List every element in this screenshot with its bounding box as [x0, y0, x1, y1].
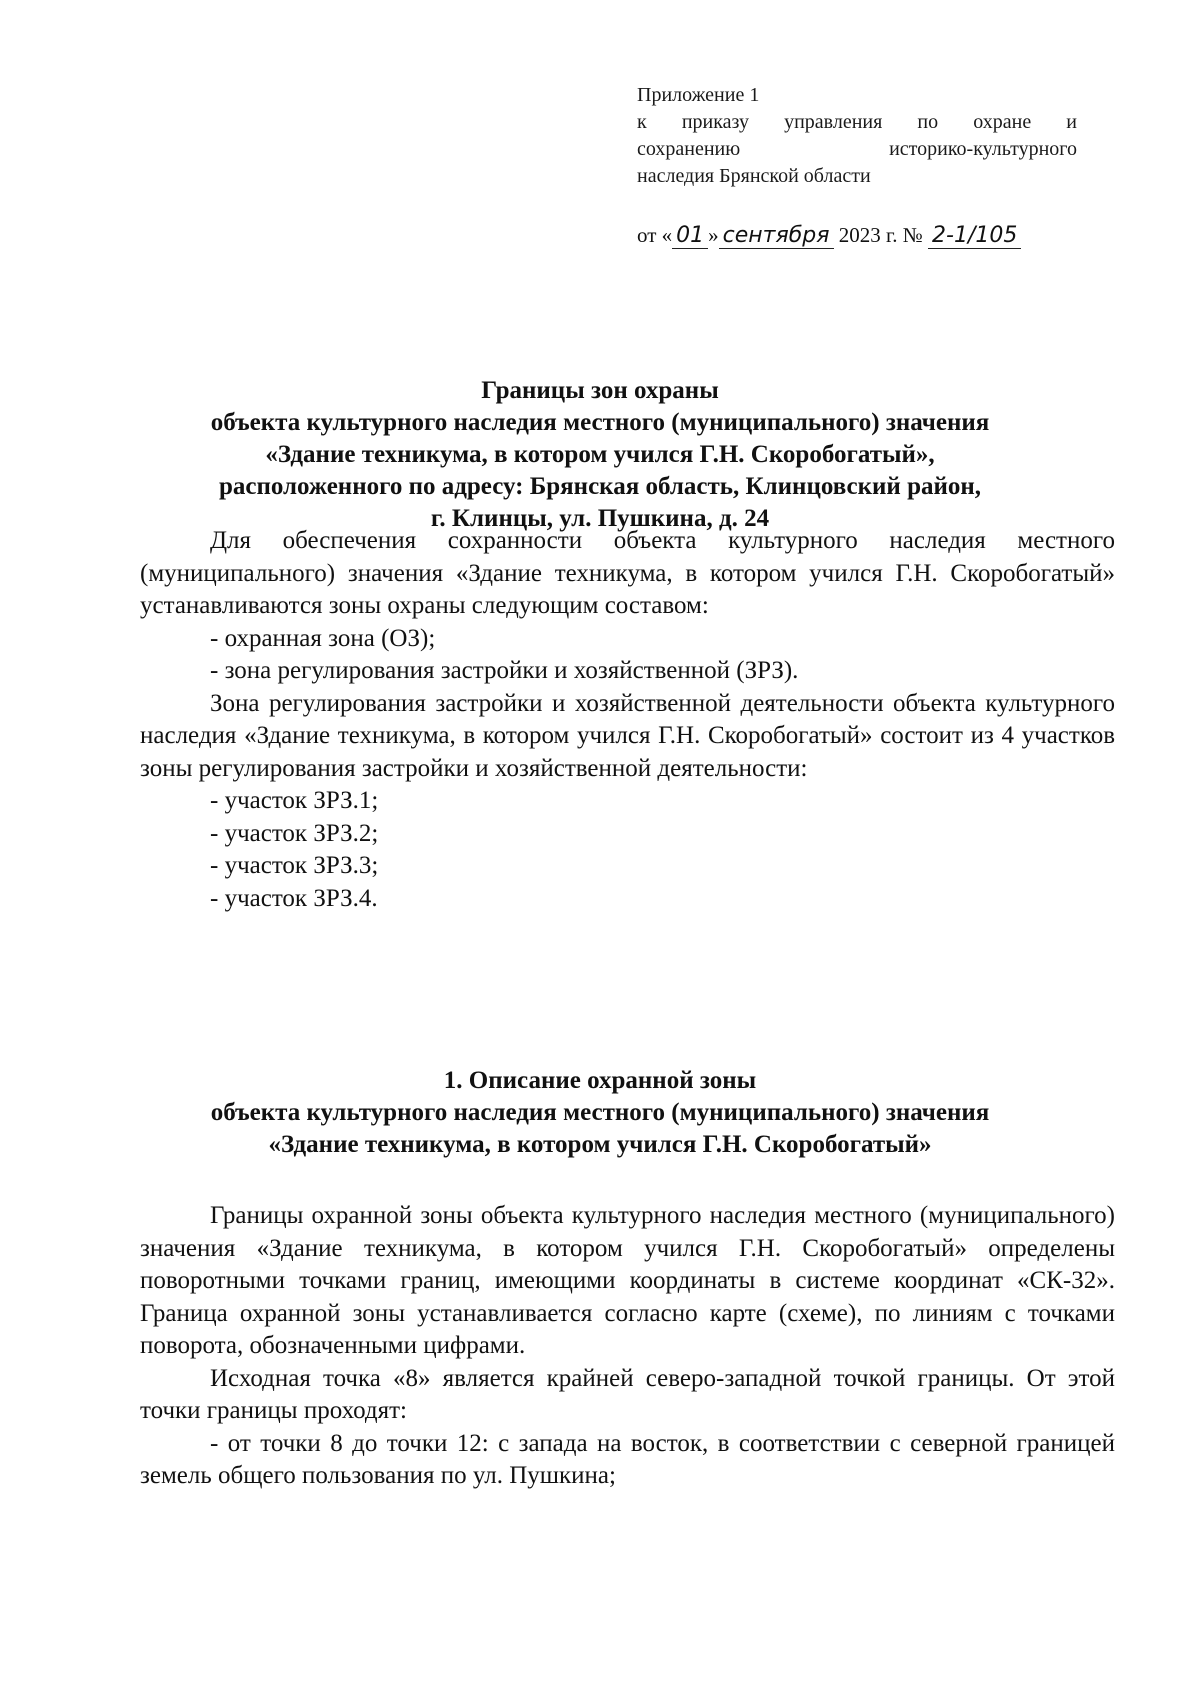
order-year: 2023 г. №: [838, 223, 923, 247]
order-mid: »: [708, 223, 719, 247]
plot-item: - участок ЗРЗ.2;: [210, 819, 379, 847]
title-line: Границы зон охраны: [481, 377, 719, 404]
section-title-line: 1. Описание охранной зоны: [443, 1067, 757, 1094]
order-prefix: от «: [637, 223, 673, 247]
plot-item: - участок ЗРЗ.1;: [210, 787, 379, 814]
intro-body: [140, 525, 1115, 915]
intro-paragraph: Зона регулирования застройки и хозяйственной деятельности объекта культурного наследия «Здание техникума, в котором учился Г.Н. Скоробогатый» состоит из 4 участков зоны регулирования застройки и хозяйственной деятельности:: [140, 689, 1115, 782]
title-line: г. Клинцы, ул. Пушкина, д. 24: [430, 505, 770, 532]
appendix-label: Приложение 1: [637, 84, 760, 106]
order-number-handwritten: 2-1/105: [928, 224, 1021, 249]
section-paragraph: - от точки 8 до точки 12: с запада на восток, в соответствии с северной границей земель общего пользования по ул. Пушкина;: [140, 1429, 1115, 1489]
intro-paragraph: Для обеспечения сохранности объекта культурного наследия местного (муниципального) значения «Здание техникума, в котором учился Г.Н. Скоробогатый» устанавливаются зоны охраны следующим составом:: [140, 527, 1115, 619]
plot-item: - участок ЗРЗ.4.: [210, 884, 378, 912]
title-line: объекта культурного наследия местного (муниципального) значения: [210, 409, 990, 436]
appendix-header: [637, 82, 1077, 190]
section-paragraph: Исходная точка «8» является крайней северо-западной точкой границы. От этой точки границы проходят:: [140, 1364, 1115, 1424]
title-line: «Здание техникума, в котором учился Г.Н. Скоробогатый»,: [265, 441, 935, 468]
title-line: расположенного по адресу: Брянская область, Клинцовский район,: [218, 473, 982, 500]
section-title-line: «Здание техникума, в котором учился Г.Н. Скоробогатый»: [268, 1131, 932, 1158]
zone-item: - зона регулирования застройки и хозяйственной (ЗРЗ).: [210, 657, 799, 684]
section-paragraph: Границы охранной зоны объекта культурного наследия местного (муниципального) значения «Здание техникума, в котором учился Г.Н. Скоробогатый» определены поворотными точками границ, имеющими координаты в системе координат «СК-32». Граница охранной зоны устанавливается согласно карте (схеме), по линиям с точками поворота, обозначенными цифрами.: [140, 1202, 1115, 1359]
order-date-number: [637, 220, 1097, 250]
section-1-body: [140, 1200, 1115, 1493]
appendix-line: сохранению историко-культурного: [637, 138, 1077, 160]
order-day-handwritten: 01: [672, 224, 708, 249]
appendix-line: наследия Брянской области: [637, 165, 871, 187]
appendix-line: к приказу управления по охране и: [637, 111, 1077, 133]
plot-item: - участок ЗРЗ.3;: [210, 852, 379, 879]
zone-item: - охранная зона (ОЗ);: [210, 624, 436, 652]
document-title: [140, 375, 1060, 535]
section-1-title: [140, 1065, 1060, 1161]
order-month-handwritten: сентября: [719, 224, 834, 249]
section-title-line: объекта культурного наследия местного (муниципального) значения: [210, 1099, 990, 1126]
